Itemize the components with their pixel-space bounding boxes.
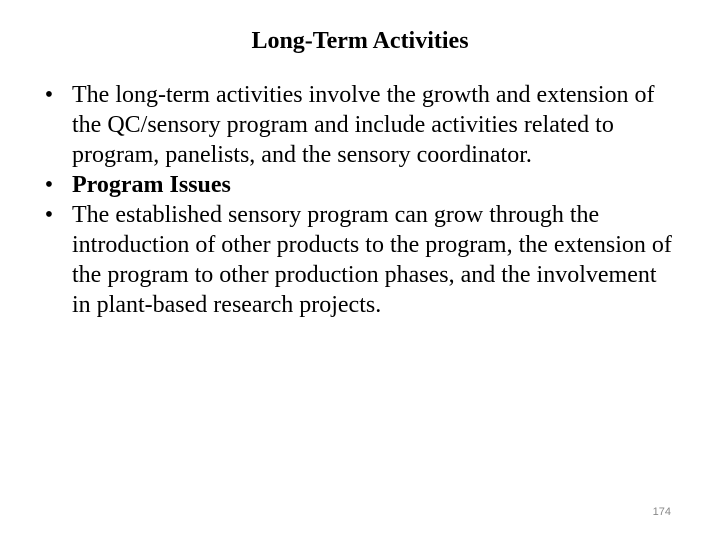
bullet-icon: •	[44, 82, 54, 108]
bullet-item	[40, 170, 680, 200]
slide-title: Long-Term Activities	[251, 28, 469, 54]
page-number: 174	[652, 506, 671, 518]
bullet-list	[40, 80, 680, 320]
bullet-item	[40, 200, 680, 320]
bullet-item	[40, 80, 680, 170]
bullet-text: The established sensory program can grow through the introduction of other products to the program, the extension of the program to other production phases, and the involvement in plant-based research projects.	[72, 202, 672, 318]
bullet-icon: •	[44, 172, 54, 198]
bullet-icon: •	[44, 202, 54, 228]
bullet-text: The long-term activities involve the growth and extension of the QC/sensory program and include activities related to program, panelists, and the sensory coordinator.	[72, 82, 655, 168]
bullet-text-heading: Program Issues	[72, 172, 231, 198]
